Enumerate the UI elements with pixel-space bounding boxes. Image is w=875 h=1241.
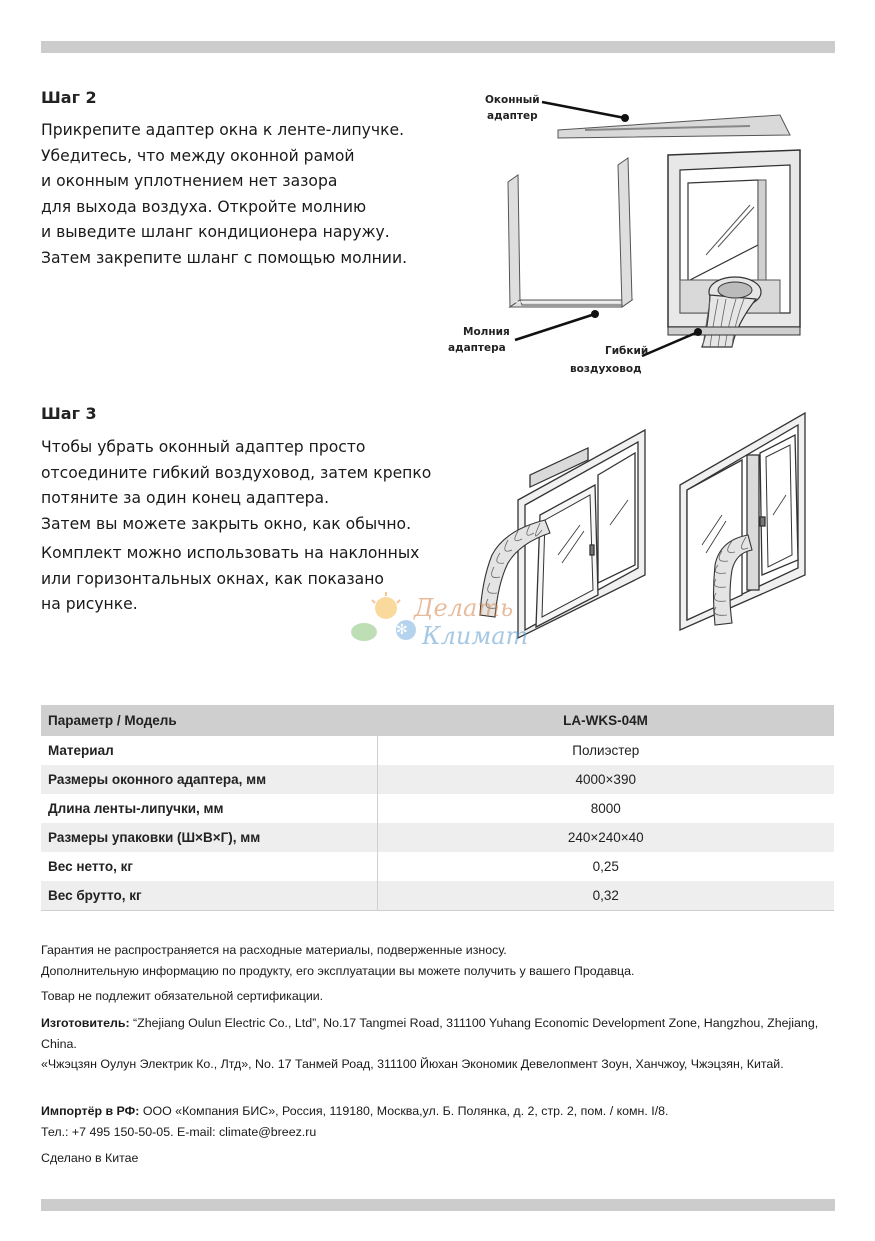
manufacturer-en [41,1013,836,1055]
window-with-hose-drawing [668,150,800,347]
step-2-title: Шаг 2 [41,88,97,107]
watermark-logo [348,590,533,658]
made-in: Сделано в Китае [41,1151,139,1165]
info-note: Дополнительную информацию по продукту, его эксплуатации вы можете получить у вашего Продавца. [41,964,635,978]
hose-label-line2: воздуховод [570,363,642,375]
row-param: Размеры упаковки (Ш×В×Г), мм [41,823,377,852]
leaf-icon [351,623,377,641]
step-3-text-2: Комплект можно использовать на наклонных или горизонтальных окнах, как показано на рисунке. [41,544,420,613]
step-2-text: Прикрепите адаптер окна к ленте-липучке. Убедитесь, что между оконной рамой и оконным уплотнением нет зазора для выхода воздуха. Откройте молнию и выведите шланг кондиционера наружу. Затем закрепите шланг с помощью молнии. [41,121,408,267]
importer-label: Импортёр в РФ: [41,1104,140,1118]
row-param: Материал [41,736,377,765]
row-param: Размеры оконного адаптера, мм [41,765,377,794]
header-model: LA-WKS-04M [377,705,834,736]
importer-text: ООО «Компания БИС», Россия, 119180, Москва,ул. Б. Полянка, д. 2, стр. 2, пом. / комн. I/8. [139,1104,669,1118]
table-row [41,794,834,823]
manufacturer-label: Изготовитель: [41,1016,130,1030]
sun-icon [375,597,397,619]
bottom-divider-bar [41,1199,835,1211]
row-param: Длина ленты-липучки, мм [41,794,377,823]
table-row [41,736,834,765]
top-divider-bar [41,41,835,53]
zipper-label-line1: Молния [463,326,510,338]
row-value: 0,32 [377,881,834,911]
hose-label-line1: Гибкий [605,345,649,357]
spec-table [41,705,834,911]
row-value: 240×240×40 [377,823,834,852]
step-2-illustration [440,85,835,380]
manufacturer-ru: «Чжэцзян Оулун Электрик Ко., Лтд», No. 17 Танмей Роад, 311100 Йюхан Экономик Девелопмент Зоун, Ханчжоу, Чжэцзян, Китай. [41,1057,784,1071]
row-value: 8000 [590,801,621,816]
adapter-label-line2: адаптер [487,110,538,122]
manufacturer-en-text: “Zhejiang Oulun Electric Co., Ltd”, No.17 Tangmei Road, 311100 Yuhang Economic Development Zone, Hangzhou, Zhejiang, China. [41,1016,819,1051]
importer [41,1101,836,1122]
watermark-word-2: Климат [422,622,529,650]
adapter-label-line1: Оконный [485,94,540,106]
row-param: Вес брутто, кг [41,881,377,911]
table-row [41,765,834,794]
sliding-window-drawing [680,413,805,630]
certification-note: Товар не подлежит обязательной сертификации. [41,989,324,1003]
table-header-row [41,705,834,736]
row-param: Вес нетто, кг [41,852,377,881]
row-value: Полиэстер [572,743,640,758]
table-row [41,823,834,852]
row-value: 0,25 [592,859,619,874]
warranty-note: Гарантия не распространяется на расходные материалы, подверженные износу. [41,943,507,957]
table-row [41,852,834,881]
step-3-title: Шаг 3 [41,404,97,423]
row-value: 4000×390 [377,765,834,794]
zipper-adapter-drawing [508,158,632,307]
watermark-word-1: Делать [414,594,514,622]
window-adapter-drawing [558,115,790,138]
contacts: Тел.: +7 495 150-50-05. E-mail: climate@breez.ru [41,1125,317,1139]
svg-text:✻: ✻ [396,622,408,638]
zipper-label-line2: адаптера [448,342,506,354]
header-param: Параметр / Модель [41,705,377,736]
table-row [41,881,834,911]
step-3-text: Чтобы убрать оконный адаптер просто отсоедините гибкий воздуховод, затем крепко потяните за один конец адаптера. Затем вы можете закрыть окно, как обычно. [41,438,432,533]
